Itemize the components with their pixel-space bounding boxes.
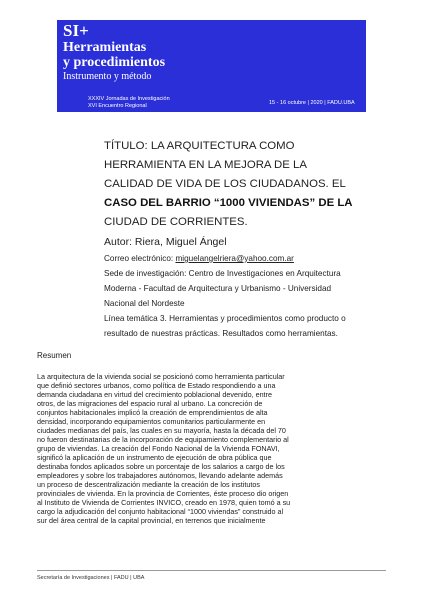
email-label: Correo electrónico:	[104, 254, 176, 263]
banner-brand: SI+	[63, 21, 89, 40]
email-row	[104, 253, 294, 265]
abstract-line: ciudades medianas del país, las cuales en su mayoría, hasta la década del 70	[37, 426, 286, 435]
sede-line3: Nacional del Nordeste	[104, 299, 185, 308]
abstract-line: significó la aplicación de un instrumento de ejecución de obra pública que	[37, 453, 272, 462]
banner-heading-line1: Herramientas	[63, 40, 147, 55]
footer-divider	[37, 570, 386, 571]
abstract-line: grupo de viviendas. La creación del Fondo Nacional de la Vivienda FONAVI,	[37, 444, 280, 453]
header-banner	[57, 20, 366, 112]
abstract-line: conjuntos habitacionales implicó la creación de emprendimientos de alta	[37, 408, 268, 417]
banner-subheading: Instrumento y método	[63, 71, 152, 82]
abstract-line: cargo la adjudicación del conjunto habitacional “1000 viviendas” construido al	[37, 507, 284, 516]
sede-line1: Sede de investigación: Centro de Investigaciones en Arquitectura	[104, 269, 341, 278]
abstract-line: empleadores y sobre los trabajadores autónomos, llevando adelante además	[37, 471, 283, 480]
title-line5: CIUDAD DE CORRIENTES.	[104, 216, 248, 228]
footer-text: Secretaría de Investigaciones | FADU | UBA	[37, 575, 145, 581]
abstract-line: destinaba fondos aplicados sobre un porcentaje de los salarios a cargo de los	[37, 462, 285, 471]
abstract-line: sur del área central de la capital provincial, en terrenos que inicialmente	[37, 516, 266, 525]
linea-line1: Línea temática 3. Herramientas y procedimientos como producto o	[104, 314, 346, 323]
abstract-line: al Instituto de Vivienda de Corrientes INVICO, creado en 1978, quien tomó a su	[37, 498, 291, 507]
title-line2: HERRAMIENTA EN LA MEJORA DE LA	[104, 159, 307, 171]
abstract-line: densidad, incorporando equipamientos comunitarios particularmente en	[37, 417, 266, 426]
linea-line2: resultado de nuestras prácticas. Resultados como herramientas.	[104, 329, 338, 338]
resumen-heading: Resumen	[37, 351, 72, 360]
banner-dates: 15 - 16 octubre | 2020 | FADU.UBA	[269, 100, 355, 106]
title-line1: TÍTULO: LA ARQUITECTURA COMO	[104, 140, 295, 152]
email-link[interactable]: miguelangelriera@yahoo.com.ar	[175, 254, 294, 263]
banner-event-line1: XXXIV Jornadas de Investigación	[88, 96, 170, 102]
title-line4	[104, 196, 369, 211]
banner-heading-line2: y procedimientos	[63, 55, 166, 70]
title-line4-bold: CASO DEL BARRIO “1000 VIVIENDAS” DE LA	[104, 197, 353, 209]
abstract-line: provinciales de vivienda. En la provincia de Corrientes, éste proceso dio origen	[37, 489, 289, 498]
abstract-line: otros, de las migraciones del espacio rural al urbano. La concreción de	[37, 399, 263, 408]
abstract-line: demanda ciudadana en virtud del crecimiento poblacional devenido, entre	[37, 390, 272, 399]
author: Autor: Riera, Miguel Ángel	[104, 236, 227, 248]
abstract-line: que definió sectores urbanos, como política de Estado respondiendo a una	[37, 381, 276, 390]
abstract-line: no fueron destinatarias de la incorporación de equipamiento complementario al	[37, 435, 289, 444]
sede-line2: Moderna - Facultad de Arquitectura y Urbanismo - Universidad	[104, 284, 332, 293]
abstract-line: La arquitectura de la vivienda social se posicionó como herramienta particular	[37, 372, 285, 381]
title-line3: CALIDAD DE VIDA DE LOS CIUDADANOS. EL	[104, 178, 346, 190]
abstract-line: un proceso de descentralización mediante la creación de los institutos	[37, 480, 260, 489]
banner-event-line2: XVI Encuentro Regional	[88, 103, 147, 109]
